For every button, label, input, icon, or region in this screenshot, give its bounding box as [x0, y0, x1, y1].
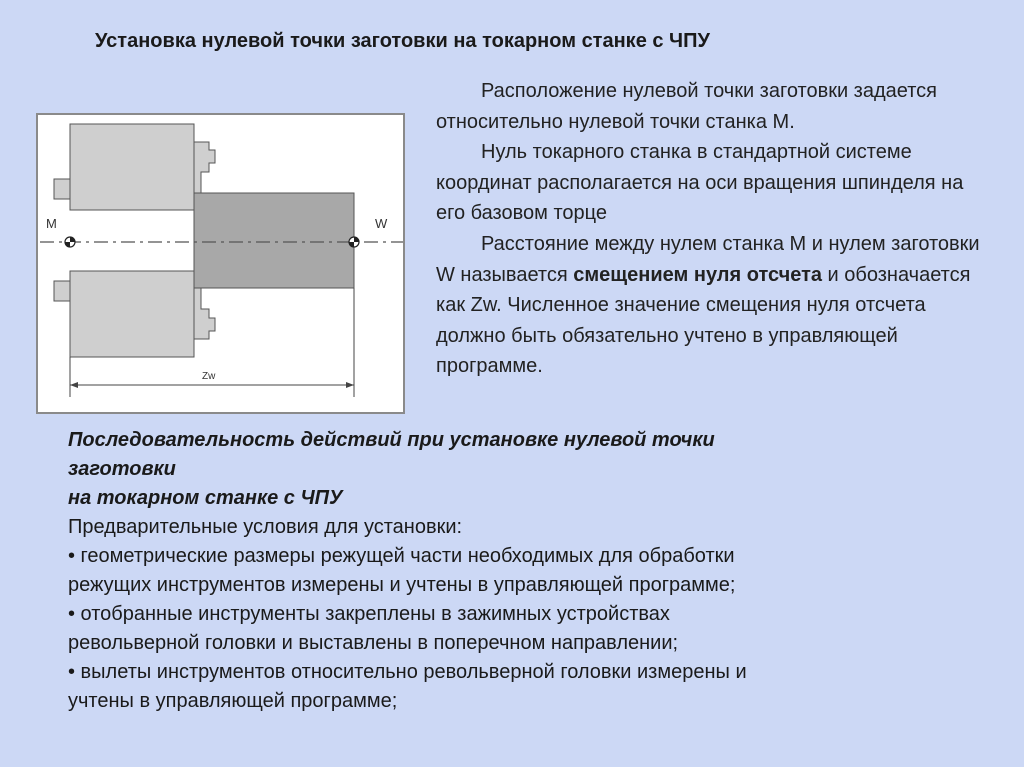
list-item: режущих инструментов измерены и учтены в управляющей программе; — [68, 574, 736, 596]
term-zero-offset: смещением нуля — [573, 263, 742, 286]
lathe-zero-point-diagram — [36, 113, 405, 414]
sequence-intro: Предварительные условия для установки: — [68, 516, 463, 538]
chuck-left-tab-lower — [54, 281, 70, 301]
term-reference: отсчета — [746, 263, 822, 286]
label-w: W — [375, 216, 388, 231]
chuck-lower-block — [70, 271, 194, 357]
list-item: • вылеты инструментов относительно револьверной головки измерены и — [68, 661, 747, 683]
chuck-left-tab-upper — [54, 179, 70, 199]
description-p2: Нуль токарного станка в стандартной системе координат располагается на оси вращения шпинделя на его базовом торце — [436, 141, 964, 225]
sequence-heading-line1: Последовательность действий при установке нулевой точки — [68, 429, 715, 451]
chuck-upper-block — [70, 124, 194, 210]
list-item: • отобранные инструменты закреплены в зажимных устройствах — [68, 603, 670, 625]
description-p3: Расстояние между нулем станка М и нулем заготовки W называется смещением нуля отсчета и обозначается как Zw. Численное значение смещения нуля отсчета должно быть обязательно учтено в управляющей программе. — [436, 232, 980, 378]
label-zw: Zw — [202, 371, 216, 382]
sequence-section — [68, 426, 968, 716]
description-p1: Расположение нулевой точки заготовки задается относительно нулевой точки станка М. — [436, 80, 937, 133]
workpiece-zero-marker — [349, 237, 359, 247]
machine-zero-marker — [65, 237, 75, 247]
sequence-heading-line2: заготовки — [68, 458, 176, 480]
chuck-jaw-upper — [194, 142, 215, 193]
workpiece — [194, 193, 354, 288]
chuck-jaw-lower — [194, 288, 215, 339]
sequence-heading-line3: на токарном станке с ЧПУ — [68, 487, 343, 509]
description-paragraph — [436, 76, 992, 382]
list-item: учтены в управляющей программе; — [68, 690, 398, 712]
label-m: M — [46, 216, 57, 231]
page-title: Установка нулевой точки заготовки на токарном станке с ЧПУ — [95, 30, 710, 52]
list-item: револьверной головки и выставлены в поперечном направлении; — [68, 632, 679, 654]
list-item: • геометрические размеры режущей части необходимых для обработки — [68, 545, 735, 567]
